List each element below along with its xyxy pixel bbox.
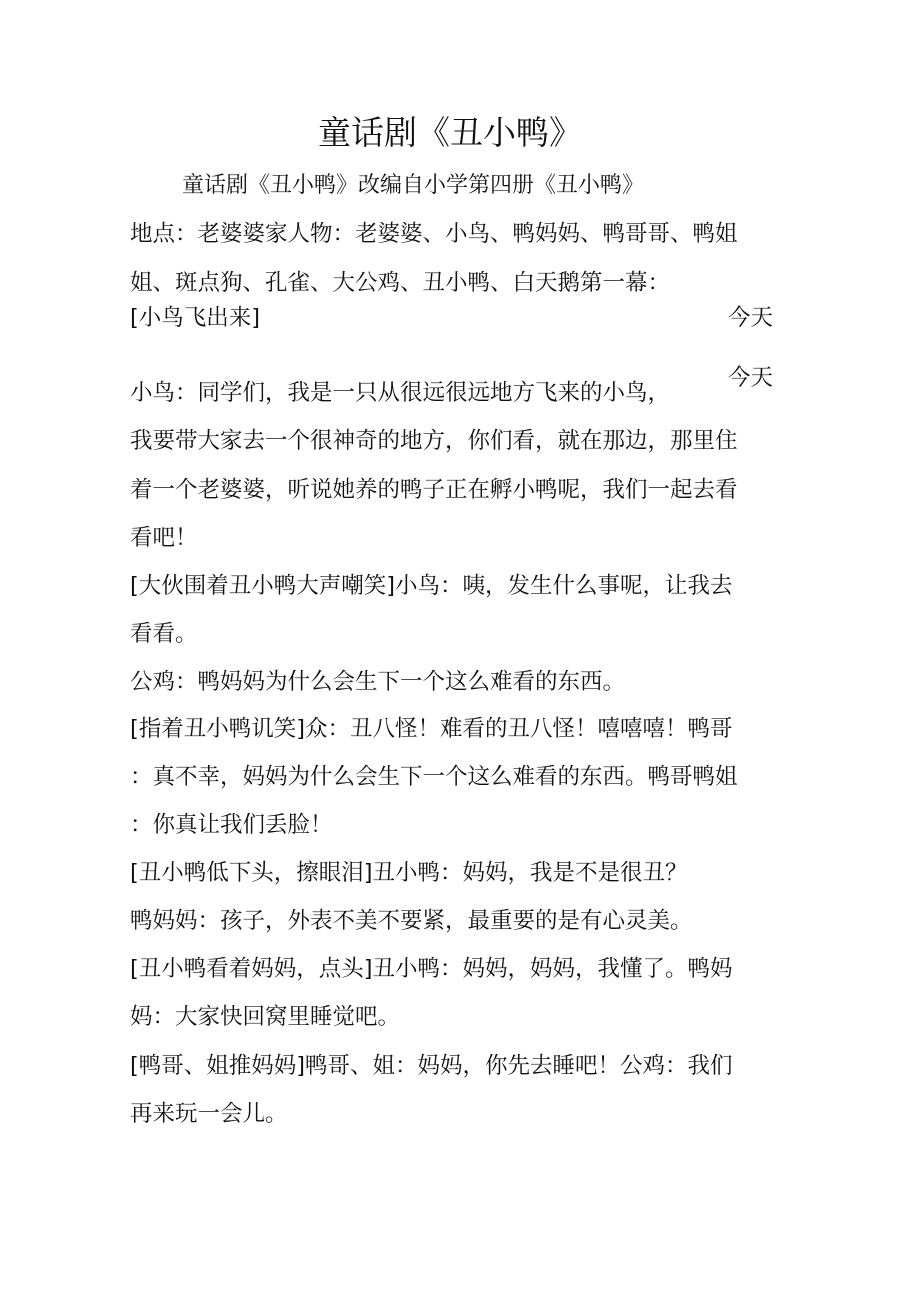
stage-direction: [小鸟飞出来] <box>130 305 261 331</box>
text-line: [鸭哥、姐推妈妈]鸭哥、姐：妈妈，你先去睡吧！公鸡：我们 <box>130 1053 733 1079</box>
text-line: 地点：老婆婆家人物：老婆婆、小鸟、鸭妈妈、鸭哥哥、鸭姐 <box>130 221 738 247</box>
text-line: 小鸟：同学们，我是一只从很远很远地方飞来的小鸟， <box>130 380 671 406</box>
side-note: 今天 <box>728 305 774 331</box>
text-line: 看吧！ <box>130 525 198 551</box>
text-line: 着一个老婆婆，听说她养的鸭子正在孵小鸭呢，我们一起去看 <box>130 477 738 503</box>
text-line: ：你真让我们丢脸！ <box>130 812 333 838</box>
text-line: 公鸡：鸭妈妈为什么会生下一个这么难看的东西。 <box>130 669 626 695</box>
document-subtitle: 童话剧《丑小鸭》改编自小学第四册《丑小鸭》 <box>182 173 645 198</box>
text-line: 看看。 <box>130 621 198 647</box>
text-line: [指着丑小鸭讥笑]众：丑八怪！难看的丑八怪！嘻嘻嘻！鸭哥 <box>130 716 733 742</box>
text-line: [大伙围着丑小鸭大声嘲笑]小鸟：咦，发生什么事呢，让我去 <box>130 573 733 599</box>
text-line: [丑小鸭看着妈妈，点头]丑小鸭：妈妈，妈妈，我懂了。鸭妈 <box>130 956 733 982</box>
text-line: 鸭妈妈：孩子，外表不美不要紧，最重要的是有心灵美。 <box>130 908 693 934</box>
text-line: [丑小鸭低下头，擦眼泪]丑小鸭：妈妈，我是不是很丑？ <box>130 860 688 886</box>
text-line: 再来玩一会儿。 <box>130 1101 288 1127</box>
text-line: 姐、斑点狗、孔雀、大公鸡、丑小鸭、白天鹅第一幕： <box>130 270 671 296</box>
side-note: 今天 <box>728 365 774 391</box>
document-title: 童话剧《丑小鸭》 <box>318 113 582 152</box>
text-line: ：真不幸，妈妈为什么会生下一个这么难看的东西。鸭哥鸭姐 <box>130 764 738 790</box>
text-line: 妈：大家快回窝里睡觉吧。 <box>130 1004 401 1030</box>
text-line: 我要带大家去一个很神奇的地方，你们看，就在那边，那里住 <box>130 428 738 454</box>
